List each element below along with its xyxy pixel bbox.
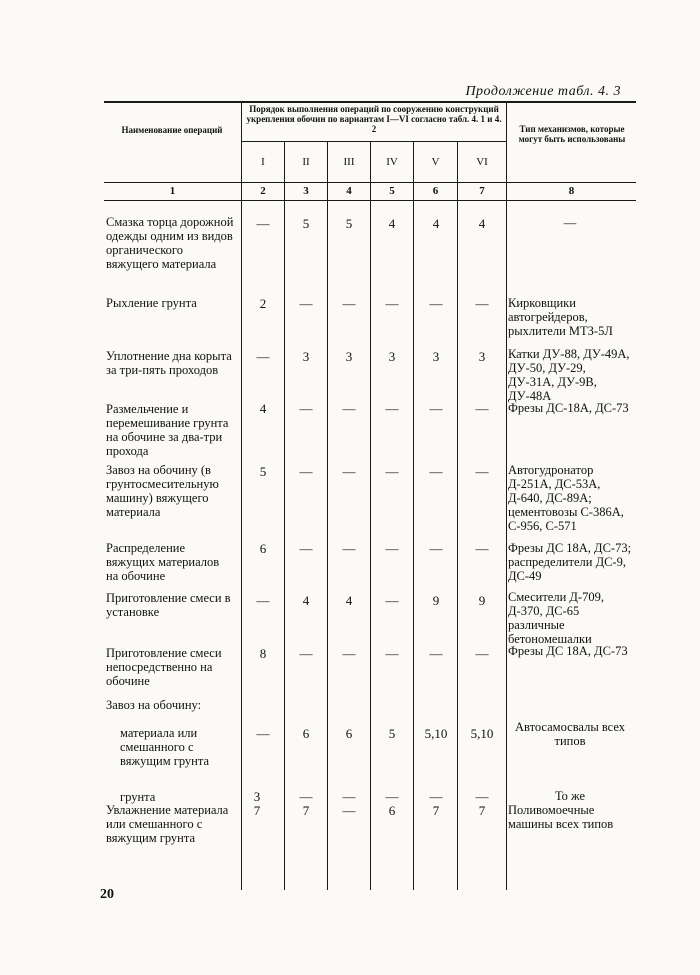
order-value: 7 [432,803,440,818]
col-divider [506,102,507,890]
order-value: 7 [253,803,261,818]
col-divider [241,102,242,890]
column-number: 8 [568,185,575,197]
column-number: 3 [303,185,309,197]
order-value: — [256,349,270,364]
operation-name: Рыхление грунта [106,296,197,310]
order-value: — [429,464,443,479]
column-number: 4 [346,185,352,197]
order-value: — [475,789,489,804]
operation-name: Размельчение и перемешивание грунта на обочине за два-три прохода [106,402,229,458]
column-number: 1 [169,185,176,197]
order-value: — [299,541,313,556]
order-value: 8 [259,646,267,661]
order-value: — [299,296,313,311]
operation-name: Уплотнение дна корыта за три-пять проходов [106,349,232,377]
mechanism-text: Фрезы ДС 18А, ДС-73; распределители ДС-9, ДС-49 [508,541,632,583]
operation-name: Приготовление смеси в установке [106,591,231,619]
mechanism-text: То же [554,789,586,803]
order-value: — [475,646,489,661]
column-number: 7 [479,185,485,197]
order-value: 3 [302,349,310,364]
order-value: — [342,646,356,661]
operation-name: Увлажнение материала или смешанного с вяжущим грунта [106,803,229,845]
order-value: 5 [345,216,353,231]
order-value: — [429,541,443,556]
order-value: 6 [345,726,353,741]
order-value: — [385,789,399,804]
table-caption: Продолжение табл. 4. 3 [465,84,621,99]
operation-name: Распределение вяжущих материалов на обочине [106,541,220,583]
operation-group-heading: Завоз на обочину: [106,698,202,712]
order-value: — [429,296,443,311]
mechanism-text: Автогудронатор Д-251А, ДС-53А, Д-640, ДС-89А; цементовозы С-386А, С-956, С-571 [508,463,624,533]
order-value: — [256,593,270,608]
order-value: — [342,401,356,416]
order-value: 3 [253,789,261,804]
col-divider [327,141,328,890]
order-value: — [342,464,356,479]
order-value: — [475,541,489,556]
order-value: 5 [259,464,267,479]
order-value: 6 [259,541,267,556]
col-divider [370,141,371,890]
order-value: 5,10 [470,726,494,741]
order-value: 4 [388,216,396,231]
column-number: 2 [260,185,266,197]
order-value: — [429,646,443,661]
variant-label: I [261,156,265,168]
order-value: — [475,401,489,416]
column-number: 6 [432,185,439,197]
order-value: 4 [345,593,353,608]
order-value: — [475,296,489,311]
order-value: — [385,296,399,311]
order-value: 6 [302,726,310,741]
order-value: — [299,464,313,479]
mechanism-text: Поливомоечные машины всех типов [508,803,614,831]
order-value: — [475,464,489,479]
order-value: 5 [388,726,396,741]
col-divider [284,141,285,890]
header-order-title: Порядок выполнения операций по сооружению конструкций укрепления обочин по вариантам I—VI согласно табл. 4. 1 и 4. 2 [246,104,502,134]
order-value: — [299,401,313,416]
table-top-rule [104,101,636,103]
variant-label: IV [386,156,398,168]
variants-top-rule [241,141,506,142]
operation-name: грунта [120,790,156,804]
order-value: — [299,646,313,661]
order-value: — [342,296,356,311]
order-value: — [342,541,356,556]
mechanism-text: Катки ДУ-88, ДУ-49А, ДУ-50, ДУ-29, ДУ-31А, ДУ-9В, ДУ-48А [508,347,630,403]
order-value: 3 [478,349,486,364]
header-mechanisms-column: Тип механизмов, которые могут быть использованы [518,124,626,144]
order-value: — [256,216,270,231]
col-divider [457,141,458,890]
order-value: 9 [432,593,440,608]
variant-label: V [431,156,440,168]
order-value: 5,10 [424,726,448,741]
order-value: — [256,726,270,741]
order-value: — [385,646,399,661]
order-value: — [385,593,399,608]
mechanism-text: Смесители Д-709, Д-370, ДС-65 различные бетономешалки [508,590,604,646]
operation-name: Приготовление смеси непосредственно на обочине [106,646,222,688]
order-value: 4 [478,216,486,231]
order-value: — [385,541,399,556]
order-value: 7 [478,803,486,818]
variant-label: VI [476,156,488,168]
order-value: — [342,803,356,818]
order-value: 4 [432,216,440,231]
operation-name: Завоз на обочину (в грунтосмесительную машину) вяжущего материала [106,463,219,519]
header-name-column: Наименование операций [121,125,223,135]
order-value: 3 [432,349,440,364]
col-divider [413,141,414,890]
order-value: — [429,789,443,804]
order-value: 4 [259,401,267,416]
mechanism-text: Фрезы ДС 18А, ДС-73 [508,644,628,658]
order-value: 3 [388,349,396,364]
operation-name: Смазка торца дорожной одежды одним из видов органического вяжущего материала [106,215,234,271]
operation-name: материала или смешанного с вяжущим грунта [120,726,210,768]
order-value: — [429,401,443,416]
mechanism-text: Фрезы ДС-18А, ДС-73 [508,401,629,415]
order-value: — [299,789,313,804]
order-value: 3 [345,349,353,364]
mechanism-text: Автосамосвалы всех типов [514,720,626,748]
mechanism-text: — [563,216,577,230]
order-value: 2 [259,296,267,311]
variant-label: III [343,156,355,168]
mechanism-text: Кирковщики автогрейдеров, рыхлители МТЗ-5Л [508,296,613,338]
order-value: — [385,401,399,416]
order-value: 4 [302,593,310,608]
column-number: 5 [389,185,395,197]
order-value: 9 [478,593,486,608]
order-value: 5 [302,216,310,231]
order-value: — [385,464,399,479]
variant-label: II [302,156,310,168]
order-value: 7 [302,803,310,818]
order-value: — [342,789,356,804]
page-number: 20 [100,887,114,902]
order-value: 6 [388,803,396,818]
